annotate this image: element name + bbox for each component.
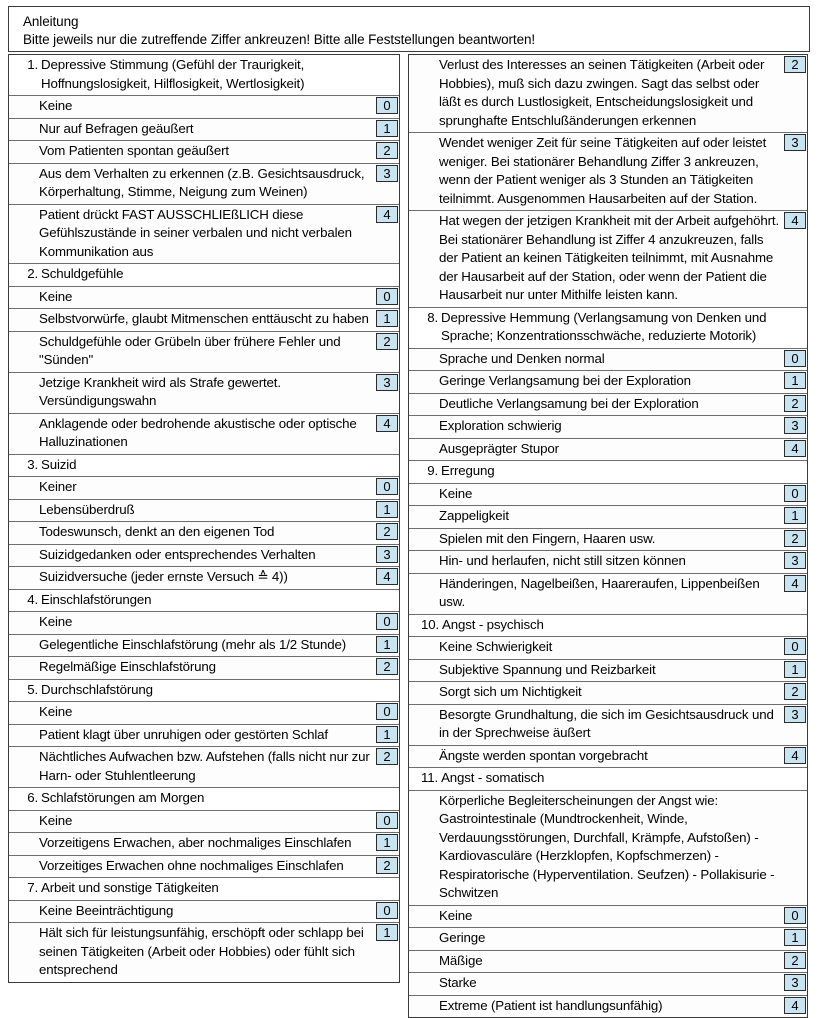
option-row[interactable] <box>409 439 807 462</box>
section-title-text: Depressive Hemmung (Verlangsamung von Denken und Sprache; Konzentrationsschwäche, reduzierte Motorik) <box>441 309 767 343</box>
section-heading-row <box>9 455 399 478</box>
option-row[interactable] <box>9 477 399 500</box>
option-row[interactable] <box>409 211 807 308</box>
score-box[interactable]: 0 <box>376 613 398 630</box>
score-box[interactable]: 1 <box>376 501 398 518</box>
score-spacer <box>375 878 399 900</box>
option-row[interactable] <box>409 660 807 683</box>
section-title <box>9 264 375 286</box>
option-label: Keiner <box>39 479 77 494</box>
option-row[interactable] <box>409 951 807 974</box>
score-box[interactable]: 2 <box>376 333 398 350</box>
option-label: Hat wegen der jetzigen Krankheit mit der Arbeit aufgehöhrt. Bei stationärer Behandlung ist Ziffer 4 anzukreuzen, falls der Patient an keinen Tätigkeiten teilnimmt, mit Ausnahme der Hausarbeit auf der Station, oder wenn der Patient die Hausarbeit nur unter Mithilfe leisten kann. <box>439 213 780 302</box>
score-box[interactable]: 0 <box>784 907 806 924</box>
score-box[interactable]: 2 <box>784 395 806 412</box>
option-row[interactable] <box>409 973 807 996</box>
section-title <box>409 461 783 483</box>
option-row[interactable] <box>9 332 399 373</box>
option-row[interactable] <box>409 394 807 417</box>
section-number: 7. <box>27 880 38 895</box>
option-row[interactable] <box>9 119 399 142</box>
score-box[interactable]: 2 <box>784 530 806 547</box>
option-label: Geringe <box>439 930 486 945</box>
option-label: Patient klagt über unruhigen oder gestörten Schlaf <box>39 726 328 742</box>
option-label: Suizidversuche (jeder ernste Versuch ≙ 4)) <box>39 569 288 584</box>
option-label: Zappeligkeit <box>439 508 509 523</box>
option-row[interactable] <box>9 657 399 680</box>
section-title-text: Durchschlafstörung <box>41 681 153 697</box>
section-title-text: Suizid <box>41 456 77 472</box>
score-box[interactable]: 4 <box>784 747 806 764</box>
option-row[interactable] <box>9 725 399 748</box>
score-box[interactable]: 2 <box>784 952 806 969</box>
instruction-header <box>8 6 810 52</box>
section-heading-row <box>9 878 399 901</box>
score-spacer <box>375 55 399 95</box>
score-spacer <box>783 308 807 348</box>
section-title <box>9 680 375 702</box>
option-label: Keine <box>39 614 73 629</box>
option-row[interactable] <box>9 856 399 879</box>
section-number: 9. <box>427 463 438 478</box>
section-heading-row <box>9 590 399 613</box>
score-box[interactable]: 0 <box>376 97 398 114</box>
section-heading-row <box>9 788 399 811</box>
option-label: Keine <box>439 485 473 501</box>
score-box[interactable]: 0 <box>784 350 806 367</box>
score-box[interactable]: 4 <box>784 212 806 229</box>
score-box[interactable]: 2 <box>784 56 806 73</box>
option-row[interactable] <box>409 928 807 951</box>
section-title-text: Schuldgefühle <box>41 266 124 281</box>
option-label: Geringe Verlangsamung bei der Exploration <box>439 373 691 388</box>
option-label: Vorzeitiges Erwachen ohne nochmaliges Einschlafen <box>39 857 344 873</box>
score-box[interactable]: 1 <box>376 924 398 941</box>
option-label: Ängste werden spontan vorgebracht <box>439 747 648 763</box>
score-box[interactable]: 1 <box>784 507 806 524</box>
section-heading-row <box>409 308 807 349</box>
section-number: 6. <box>27 790 38 805</box>
option-row[interactable] <box>409 705 807 746</box>
option-label: Schuldgefühle oder Grübeln über frühere Fehler und "Sünden" <box>39 333 341 367</box>
option-row[interactable] <box>9 96 399 119</box>
instruction-heading: Anleitung <box>23 14 79 29</box>
score-box[interactable]: 2 <box>376 523 398 540</box>
option-row[interactable] <box>9 567 399 590</box>
option-label: Keine Schwierigkeit <box>439 639 553 654</box>
section-title <box>9 878 375 900</box>
score-box[interactable]: 3 <box>784 706 806 723</box>
score-box[interactable]: 0 <box>376 703 398 720</box>
option-row[interactable] <box>409 484 807 507</box>
option-label: Anklagende oder bedrohende akustische oder optische Halluzinationen <box>39 415 357 449</box>
score-spacer <box>375 455 399 477</box>
score-box[interactable]: 0 <box>784 485 806 502</box>
section-number: 4. <box>27 591 38 607</box>
score-box[interactable]: 4 <box>784 997 806 1014</box>
option-row[interactable] <box>9 545 399 568</box>
option-row[interactable] <box>409 746 807 769</box>
section-heading-row <box>9 55 399 96</box>
section-heading-row <box>409 768 807 791</box>
option-label: Keine <box>39 98 73 113</box>
option-row[interactable] <box>409 416 807 439</box>
section-heading-row <box>9 264 399 287</box>
score-box[interactable]: 4 <box>376 568 398 585</box>
score-box[interactable]: 3 <box>376 546 398 563</box>
score-box[interactable]: 0 <box>376 288 398 305</box>
option-row[interactable] <box>409 55 807 133</box>
option-row[interactable] <box>409 906 807 929</box>
score-box[interactable]: 3 <box>376 374 398 391</box>
score-box[interactable]: 4 <box>784 575 806 592</box>
option-label: Lebensüberdruß <box>39 501 135 517</box>
option-row[interactable] <box>9 373 399 414</box>
score-box[interactable]: 2 <box>376 658 398 675</box>
section-heading-row <box>409 615 807 638</box>
section-title-text: Arbeit und sonstige Tätigkeiten <box>41 880 219 895</box>
score-box[interactable]: 1 <box>784 661 806 678</box>
option-label: Keine <box>39 812 73 828</box>
option-row[interactable] <box>409 996 807 1018</box>
option-label: Extreme (Patient ist handlungsunfähig) <box>439 997 663 1013</box>
score-box[interactable]: 2 <box>784 683 806 700</box>
option-label: Hin- und herlaufen, nicht still sitzen können <box>439 553 686 568</box>
option-label: Nächtliches Aufwachen bzw. Aufstehen (falls nicht nur zur Harn- oder Stuhlentleerung <box>39 749 370 783</box>
score-box[interactable]: 0 <box>376 902 398 919</box>
section-title <box>9 788 375 810</box>
section-title-text: Erregung <box>441 463 495 478</box>
option-label: Selbstvorwürfe, glaubt Mitmenschen enttäuscht zu haben <box>39 311 369 326</box>
section-title-text: Depressive Stimmung (Gefühl der Traurigkeit, Hoffnungslosigkeit, Hilflosigkeit, Wertlosigkeit) <box>41 57 305 91</box>
option-row[interactable] <box>9 500 399 523</box>
option-label: Wendet weniger Zeit für seine Tätigkeiten auf oder leistet weniger. Bei stationärer Behandlung Ziffer 3 ankreuzen, wenn der Patient weniger als 3 Stunden an Tätigkeiten teilnimmt. Ausgenommen Hausarbeiten auf der Station. <box>439 135 767 206</box>
option-label: Keine <box>39 704 73 719</box>
section-title <box>9 55 375 95</box>
option-label: Gelegentliche Einschlafstörung (mehr als 1/2 Stunde) <box>39 636 347 652</box>
option-label: Sorgt sich um Nichtigkeit <box>439 684 582 699</box>
option-row[interactable] <box>9 702 399 725</box>
option-row[interactable] <box>409 506 807 529</box>
option-row[interactable] <box>409 637 807 660</box>
option-label: Keine <box>439 907 473 923</box>
score-spacer <box>783 615 807 637</box>
score-box[interactable]: 1 <box>784 929 806 946</box>
section-number: 3. <box>27 456 38 472</box>
score-box[interactable]: 4 <box>376 206 398 223</box>
section-title-text: Angst - psychisch <box>442 616 544 632</box>
instruction-text: Bitte jeweils nur die zutreffende Ziffer ankreuzen! Bitte alle Feststellungen beantworten! <box>23 32 536 47</box>
option-label: Spielen mit den Fingern, Haaren usw. <box>439 530 656 546</box>
option-row[interactable] <box>409 682 807 705</box>
section-title <box>9 455 375 477</box>
form-columns <box>8 54 810 1013</box>
score-spacer <box>783 461 807 483</box>
score-box[interactable]: 3 <box>784 974 806 991</box>
score-box[interactable]: 3 <box>376 165 398 182</box>
section-number: 10. <box>421 616 440 632</box>
option-row[interactable] <box>9 747 399 788</box>
score-box[interactable]: 2 <box>376 142 398 159</box>
option-label: Deutliche Verlangsamung bei der Exploration <box>439 395 699 411</box>
section-heading-row <box>9 680 399 703</box>
option-label: Körperliche Begleiterscheinungen der Angst wie: Gastrointestinale (Mundtrockenheit, Winde, Verdauungsstörungen, Durchfall, Krämpfe, Aufstoßen) - Kardiovasculäre (Herzklopfen, Kopfschmerzen) - Respiratorische (Hyperventilation. Seufzen) - Pollakisurie - Schwitzen <box>439 792 775 900</box>
option-label: Händeringen, Nagelbeißen, Haareraufen, Lippenbeißen usw. <box>439 575 760 609</box>
score-box[interactable]: 0 <box>784 638 806 655</box>
score-spacer <box>375 264 399 286</box>
option-row[interactable] <box>9 612 399 635</box>
section-number: 11. <box>421 770 439 785</box>
section-heading-row <box>409 461 807 484</box>
option-label: Regelmäßige Einschlafstörung <box>39 659 216 674</box>
option-label: Suizidgedanken oder entsprechendes Verhalten <box>39 546 316 562</box>
left-column <box>8 54 400 983</box>
section-title-text: Angst - somatisch <box>441 770 545 785</box>
score-box[interactable]: 1 <box>376 834 398 851</box>
option-row[interactable] <box>9 205 399 265</box>
option-label: Nur auf Befragen geäußert <box>39 120 194 136</box>
option-row[interactable] <box>409 349 807 372</box>
option-row[interactable] <box>9 141 399 164</box>
section-title <box>409 768 783 790</box>
option-label: Verlust des Interesses an seinen Tätigkeiten (Arbeit oder Hobbies), muß sich dazu zwingen. Sagt das selbst oder läßt es durch Lustlosigkeit, Entscheidungslosigkeit und sprunghafte Entschlußänderungen erkennen <box>439 57 765 128</box>
option-label: Mäßige <box>439 952 483 968</box>
option-row[interactable] <box>409 551 807 574</box>
option-label: Ausgeprägter Stupor <box>439 440 559 456</box>
score-spacer <box>783 768 807 790</box>
score-spacer <box>375 788 399 810</box>
section-number: 2. <box>27 266 38 281</box>
option-label: Starke <box>439 975 477 990</box>
score-box[interactable]: 3 <box>784 134 806 151</box>
score-box[interactable]: 1 <box>376 310 398 327</box>
score-spacer <box>375 590 399 612</box>
option-label: Sprache und Denken normal <box>439 350 605 366</box>
option-label: Hält sich für leistungsunfähig, erschöpft oder schlapp bei seinen Tätigkeiten (Arbeit oder Hobbies) oder fühlt sich entsprechend <box>39 925 364 977</box>
score-box[interactable]: 3 <box>784 417 806 434</box>
option-row[interactable] <box>9 811 399 834</box>
option-row[interactable] <box>9 287 399 310</box>
option-row[interactable] <box>9 414 399 455</box>
section-title <box>9 590 375 612</box>
score-box[interactable]: 0 <box>376 478 398 495</box>
option-row[interactable] <box>9 901 399 924</box>
option-label: Subjektive Spannung und Reizbarkeit <box>439 661 656 677</box>
option-row[interactable] <box>409 529 807 552</box>
option-row[interactable] <box>409 791 807 906</box>
option-label: Keine <box>39 288 73 304</box>
option-row[interactable] <box>409 133 807 211</box>
option-label: Jetzige Krankheit wird als Strafe gewertet. Versündigungswahn <box>39 374 281 408</box>
section-title-text: Schlafstörungen am Morgen <box>41 790 205 805</box>
option-label: Keine Beeinträchtigung <box>39 902 174 918</box>
score-spacer <box>783 791 807 905</box>
option-label: Exploration schwierig <box>439 418 562 433</box>
section-number: 1. <box>27 57 38 72</box>
option-label: Vorzeitigens Erwachen, aber nochmaliges Einschlafen <box>39 835 352 850</box>
option-row[interactable] <box>9 309 399 332</box>
option-row[interactable] <box>9 635 399 658</box>
option-label: Patient drückt FAST AUSSCHLIEßLICH diese Gefühlszustände in seiner verbalen und nicht verbalen Kommunikation aus <box>39 206 352 259</box>
option-label: Vom Patienten spontan geäußert <box>39 143 229 158</box>
section-title <box>409 615 783 637</box>
section-title-text: Einschlafstörungen <box>41 591 152 607</box>
option-row[interactable] <box>9 833 399 856</box>
score-box[interactable]: 1 <box>376 636 398 653</box>
score-box[interactable]: 0 <box>376 812 398 829</box>
score-box[interactable]: 4 <box>376 415 398 432</box>
score-box[interactable]: 2 <box>376 748 398 765</box>
option-row[interactable] <box>409 574 807 615</box>
option-row[interactable] <box>9 164 399 205</box>
score-box[interactable]: 1 <box>376 726 398 743</box>
score-spacer <box>375 680 399 702</box>
score-box[interactable]: 1 <box>376 120 398 137</box>
option-row[interactable] <box>409 371 807 394</box>
option-row[interactable] <box>9 522 399 545</box>
option-label: Aus dem Verhalten zu erkennen (z.B. Gesichtsausdruck, Körperhaltung, Stimme, Neigung zum Weinen) <box>39 165 365 199</box>
option-label: Besorgte Grundhaltung, die sich im Gesichtsausdruck und in der Sprechweise äußert <box>439 706 774 740</box>
score-box[interactable]: 2 <box>376 857 398 874</box>
score-box[interactable]: 1 <box>784 372 806 389</box>
option-row[interactable] <box>9 923 399 982</box>
option-label: Todeswunsch, denkt an den eigenen Tod <box>39 524 275 539</box>
score-box[interactable]: 3 <box>784 552 806 569</box>
section-number: 5. <box>27 681 38 697</box>
right-column <box>408 54 808 1018</box>
section-number: 8. <box>427 309 438 325</box>
score-box[interactable]: 4 <box>784 440 806 457</box>
section-title <box>409 308 783 348</box>
